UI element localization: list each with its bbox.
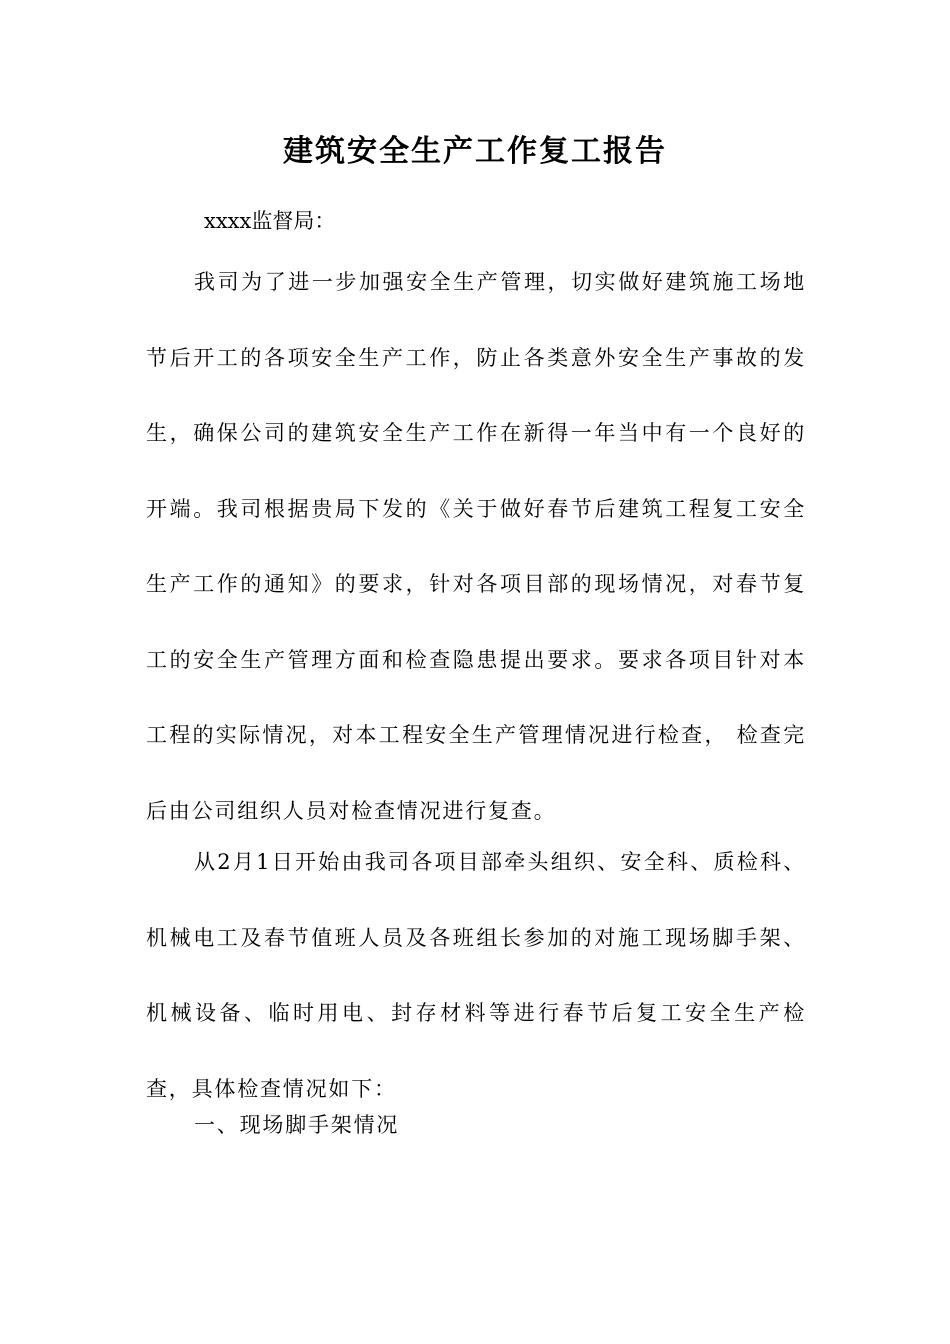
paragraph-2: 从2月1日开始由我司各项目部牵头组织、安全科、质检科、机械电工及春节值班人员及各班组长参加的对施工现场脚手架、机械设备、临时用电、封存材料等进行春节后复工安全生产检查，具体检查情况如下： <box>146 850 806 1101</box>
document-title: 建筑安全生产工作复工报告 <box>283 134 667 169</box>
section-heading: 一、现场脚手架情况 <box>194 1113 400 1137</box>
salutation: xxxx监督局： <box>204 209 336 233</box>
paragraph-1: 我司为了进一步加强安全生产管理，切实做好建筑施工场地节后开工的各项安全生产工作，防止各类意外安全生产事故的发生，确保公司的建筑安全生产工作在新得一年当中有一个良好的开端。我司根据贵局下发的《关于做好春节后建筑工程复工安全生产工作的通知》的要求，针对各项目部的现场情况，对春节复工的安全生产管理方面和检查隐患提出要求。要求各项目针对本工程的实际情况，对本工程安全生产管理情况进行检查， 检查完后由公司组织人员对检查情况进行复查。 <box>146 270 806 823</box>
